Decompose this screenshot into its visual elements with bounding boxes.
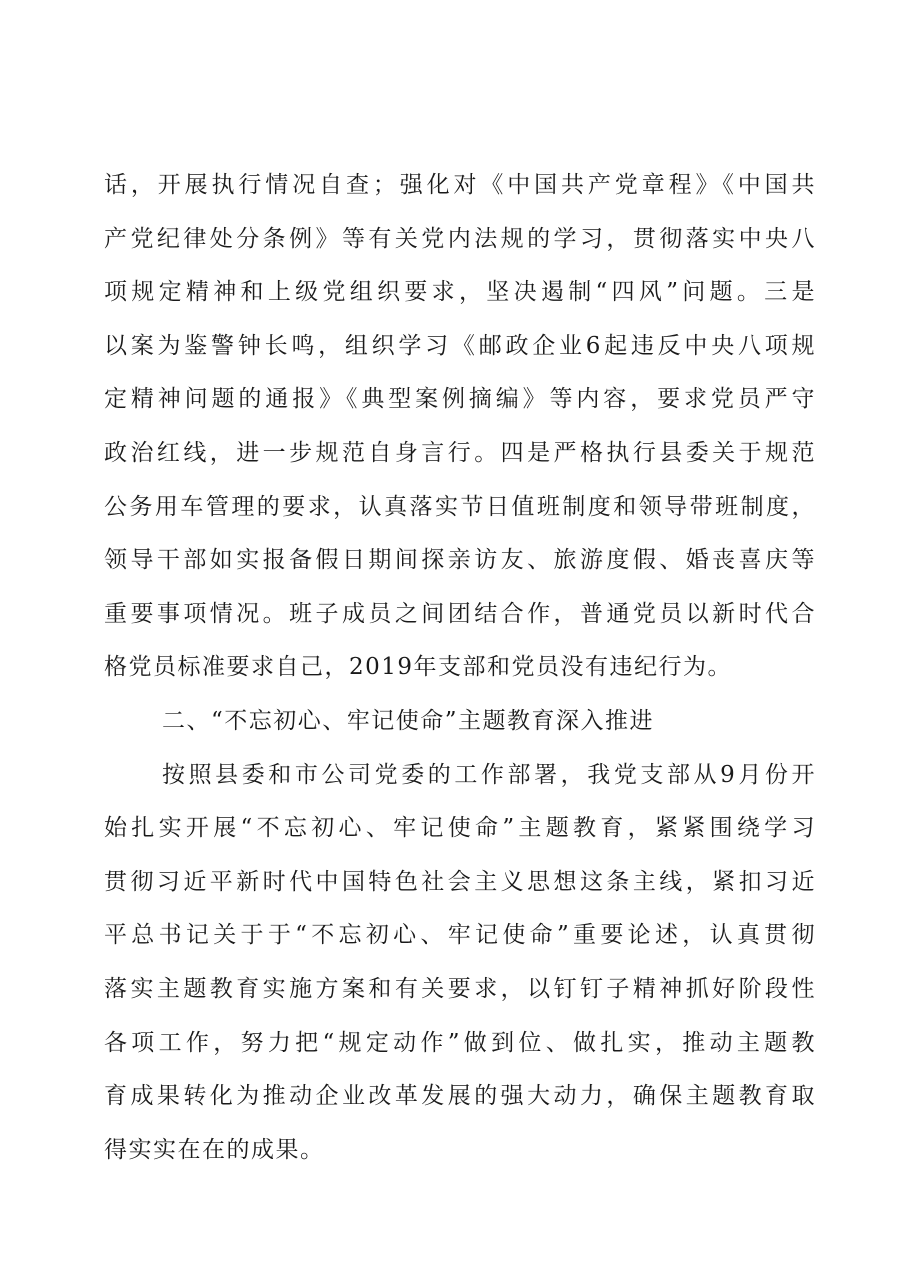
text-line: 话，开展执行情况自查；强化对《中国共产党章程》《中国共: [104, 172, 816, 198]
text-line: 格党员标准要求自己，2019年支部和党员没有违纪行为。: [104, 654, 733, 681]
text-line: 各项工作，努力把“规定动作”做到位、做扎实，推动主题教: [104, 1029, 816, 1056]
text-line: 产党纪律处分条例》等有关党内法规的学习，贯彻落实中央八: [104, 225, 816, 252]
text-line: 公务用车管理的要求，认真落实节日值班制度和领导带班制度，: [104, 493, 816, 520]
text-line: 定精神问题的通报》《典型案例摘编》等内容，要求党员严守: [104, 386, 816, 413]
text-line: 领导干部如实报备假日期间探亲访友、旅游度假、婚丧喜庆等: [104, 547, 816, 574]
text-line: 政治红线，进一步规范自身言行。四是严格执行县委关于规范: [104, 439, 816, 466]
section-heading: 二、“不忘初心、牢记使命”主题教育深入推进: [162, 707, 655, 734]
text-line: 以案为鉴警钟长鸣，组织学习《邮政企业6起违反中央八项规: [104, 332, 816, 359]
text-line: 平总书记关于于“不忘初心、牢记使命”重要论述，认真贯彻: [104, 922, 816, 949]
text-line: 按照县委和市公司党委的工作部署，我党支部从9月份开: [162, 761, 816, 788]
text-line: 贯彻习近平新时代中国特色社会主义思想这条主线，紧扣习近: [104, 868, 816, 895]
text-line: 得实实在在的成果。: [104, 1136, 325, 1163]
text-line: 重要事项情况。班子成员之间团结合作，普通党员以新时代合: [104, 600, 816, 627]
text-line: 育成果转化为推动企业改革发展的强大动力，确保主题教育取: [104, 1083, 816, 1110]
text-line: 项规定精神和上级党组织要求，坚决遏制“四风”问题。三是: [104, 279, 816, 306]
text-line: 落实主题教育实施方案和有关要求，以钉钉子精神抓好阶段性: [104, 975, 816, 1002]
document-body: [104, 159, 816, 1177]
text-line: 始扎实开展“不忘初心、牢记使命”主题教育，紧紧围绕学习: [104, 815, 816, 842]
